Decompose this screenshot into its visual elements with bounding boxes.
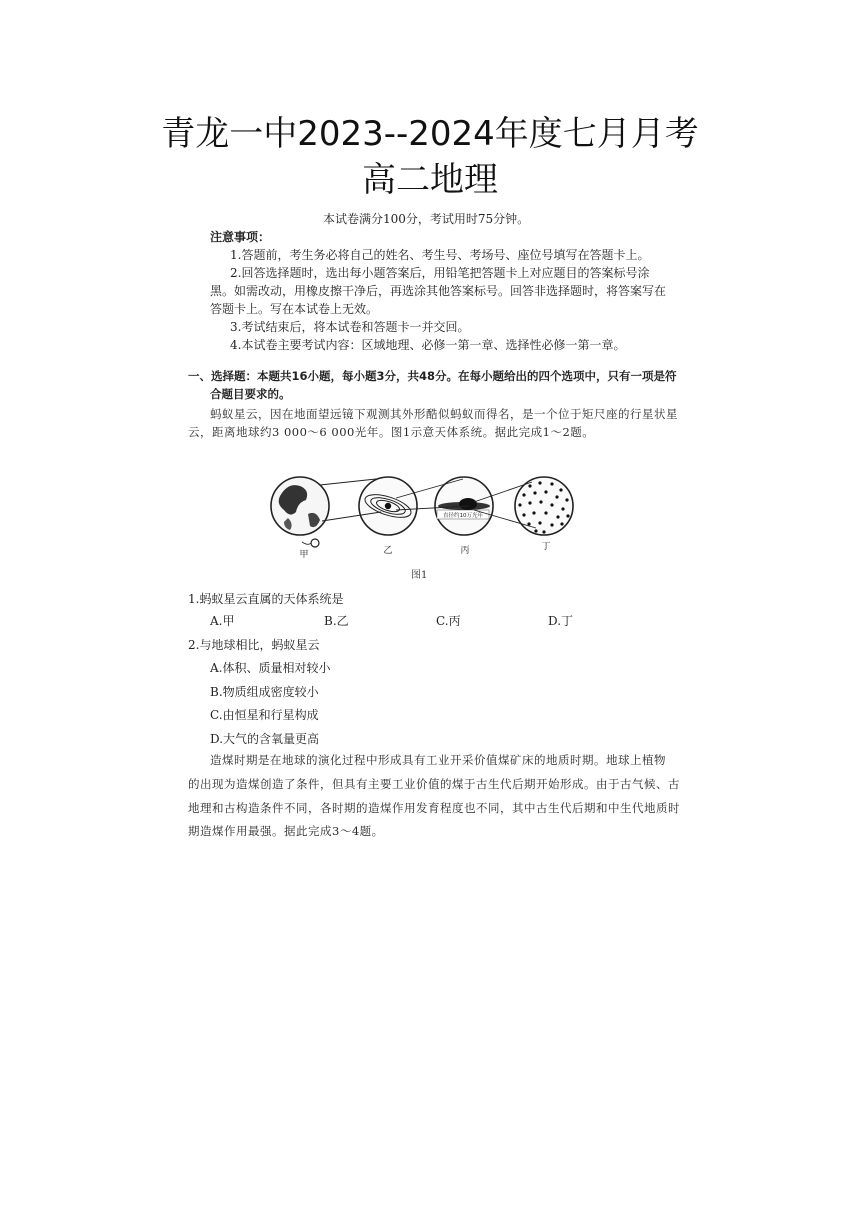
exam-info: 本试卷满分100分，考试用时75分钟。: [323, 212, 530, 226]
scanned-exam-page: [178, 200, 680, 840]
section-heading-line-1: 一、选择题：本题共16小题，每小题3分，共48分。在每小题给出的四个选项中，只有一项是符: [188, 369, 677, 383]
celestial-systems-figure: [268, 466, 588, 562]
passage2-line-1: 造煤时期是在地球的演化过程中形成具有工业开采价值煤矿床的地质时期。地球上植物: [210, 753, 666, 767]
galaxy-cluster-circle: [515, 477, 573, 535]
q2-option-a: A.体积、质量相对较小: [210, 661, 331, 675]
q1-option-c: C.丙: [436, 614, 461, 628]
notice-line-6: 4.本试卷主要考试内容：区域地理、必修一第一章、选择性必修一第一章。: [230, 338, 626, 352]
notice-line-2: 2.回答选择题时，选出每小题答案后，用铅笔把答题卡上对应题目的答案标号涂: [230, 266, 650, 280]
q2-option-b: B.物质组成密度较小: [210, 685, 319, 699]
label-yi: 乙: [383, 546, 393, 556]
passage2-line-2: 的出现为造煤创造了条件，但具有主要工业价值的煤于古生代后期开始形成。由于古气候、古: [188, 777, 680, 791]
notice-line-1: 1.答题前，考生务必将自己的姓名、考生号、考场号、座位号填写在答题卡上。: [230, 248, 650, 262]
notice-line-4: 答题卡上。写在本试卷上无效。: [210, 302, 379, 316]
notice-line-5: 3.考试结束后，将本试卷和答题卡一并交回。: [230, 320, 470, 334]
page-title-line1: 青龙一中2023--2024年度七月月考: [161, 114, 699, 154]
q1-stem: 1.蚂蚁星云直属的天体系统是: [188, 592, 344, 606]
section-heading-line-2: 合题目要求的。: [210, 387, 291, 401]
q1-option-d: D.丁: [548, 614, 574, 628]
q2-option-c: C.由恒星和行星构成: [210, 708, 319, 722]
passage1-line-2: 云，距离地球约3 000～6 000光年。图1示意天体系统。据此完成1～2题。: [188, 425, 595, 439]
passage2-line-4: 期造煤作用最强。据此完成3～4题。: [188, 824, 384, 838]
earth-circle: [271, 477, 329, 535]
q2-option-d: D.大气的含氧量更高: [210, 732, 320, 746]
milky-way-diameter-label: 直径约10万光年: [443, 513, 483, 519]
figure-caption: 图1: [411, 570, 428, 581]
q1-option-b: B.乙: [324, 614, 349, 628]
passage2-line-3: 地理和古构造条件不同，各时期的造煤作用发育程度也不同，其中古生代后期和中生代地质时: [188, 801, 680, 815]
moon-circle: [311, 539, 319, 547]
label-jia: 甲: [299, 550, 309, 560]
page-title-line2: 高二地理: [362, 160, 498, 200]
q1-option-a: A.甲: [210, 614, 235, 628]
notice-heading: 注意事项：: [210, 230, 271, 244]
passage1-line-1: 蚂蚁星云，因在地面望远镜下观测其外形酷似蚂蚁而得名，是一个位于矩尺座的行星状星: [210, 407, 678, 421]
q2-stem: 2.与地球相比，蚂蚁星云: [188, 638, 320, 652]
label-bing: 丙: [460, 546, 470, 556]
notice-line-3: 黑。如需改动，用橡皮擦干净后，再选涂其他答案标号。回答非选择题时，将答案写在: [210, 284, 667, 298]
label-ding: 丁: [541, 542, 551, 552]
